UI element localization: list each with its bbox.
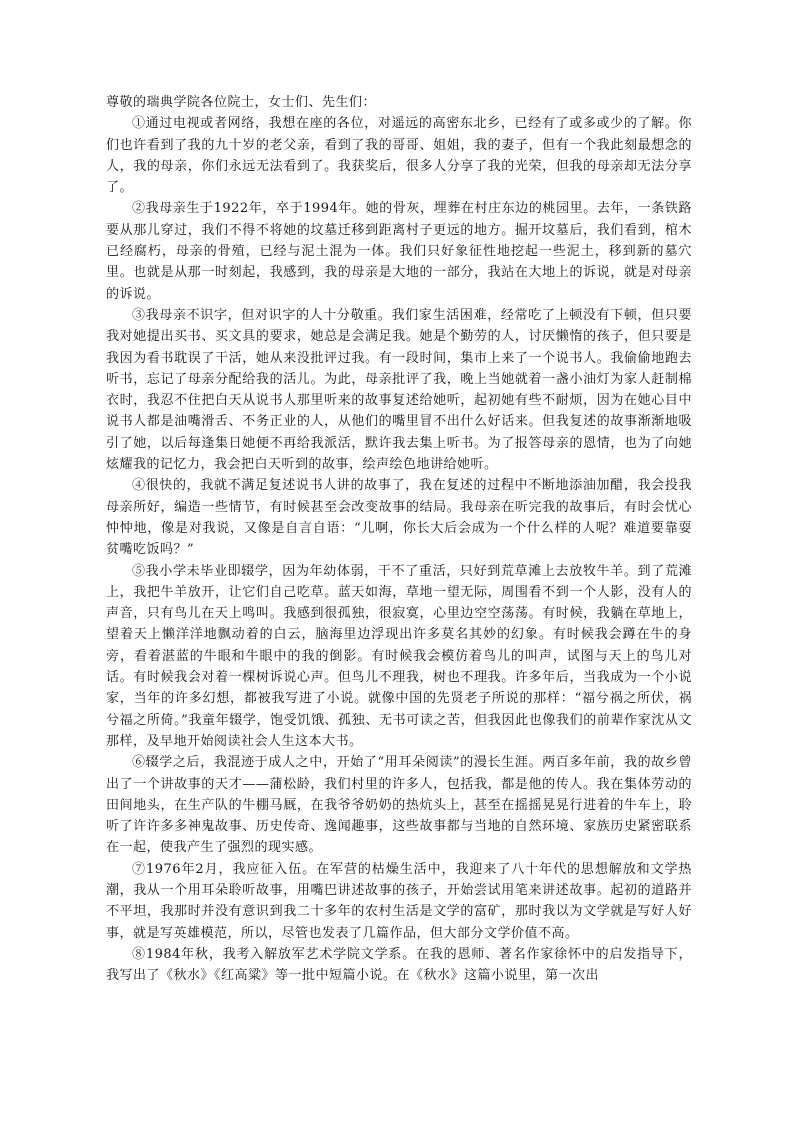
salutation: 尊敬的瑞典学院各位院士，女士们、先生们： (106, 95, 377, 110)
paragraph-7: ⑦1976年2月，我应征入伍。在军营的枯燥生活中，我迎来了八十年代的思想解放和文学热潮，我从一个用耳朵聆听故事，用嘴巴讲述故事的孩子，开始尝试用笔来讲述故事。起初的道路并不平坦，我那时并没有意识到我二十多年的农村生活是文学的富矿，那时我以为文学就是写好人好事，就是写英雄模范，所以，尽管也发表了几篇作品，但大部分文学价值不高。 (106, 861, 692, 941)
paragraph-8: ⑧1984年秋，我考入解放军艺术学院文学系。在我的恩师、著名作家徐怀中的启发指导下，我写出了《秋水》《红高粱》等一批中短篇小说。在《秋水》这篇小说里，第一次出 (106, 946, 692, 984)
paragraph-3: ③我母亲不识字，但对识字的人十分敬重。我们家生活困难，经常吃了上顿没有下顿，但只要我对她提出买书、买文具的要求，她总是会满足我。她是个勤劳的人，讨厌懒惰的孩子，但只要是我因为看书耽误了干活，她从来没批评过我。有一段时间，集市上来了一个说书人。我偷偷地跑去听书，忘记了母亲分配给我的活儿。为此，母亲批评了我，晚上当她就着一盏小油灯为家人赶制棉衣时，我忍不住把白天从说书人那里听来的故事复述给她听，起初她有些不耐烦，因为在她心目中说书人都是油嘴滑舌、不务正业的人，从他们的嘴里冒不出什么好话来。但我复述的故事渐渐地吸引了她，以后每逢集日她便不再给我派活，默许我去集上听书。为了报答母亲的恩情，也为了向她炫耀我的记忆力，我会把白天听到的故事，绘声绘色地讲给她听。 (106, 307, 692, 473)
paragraph-1: ①通过电视或者网络，我想在座的各位，对遥远的高密东北乡，已经有了或多或少的了解。你们也许看到了我的九十岁的老父亲，看到了我的哥哥、姐姐，我的妻子，但有一个我此刻最想念的人，我的母亲，你们永远无法看到了。我获奖后，很多人分享了我的光荣，但我的母亲却无法分享了。 (106, 116, 692, 196)
paragraph-6: ⑥辍学之后，我混迹于成人之中，开始了“用耳朵阅读”的漫长生涯。两百多年前，我的故乡曾出了一个讲故事的天才——蒲松龄，我们村里的许多人，包括我，都是他的传人。我在集体劳动的田间地头，在生产队的牛棚马厩，在我爷爷奶奶的热炕头上，甚至在摇摇晃晃行进着的牛车上，聆听了许许多多神鬼故事、历史传奇、逸闻趣事，这些故事都与当地的自然环境、家族历史紧密联系在一起，使我产生了强烈的现实感。 (106, 755, 692, 856)
paragraph-4: ④很快的，我就不满足复述说书人讲的故事了，我在复述的过程中不断地添油加醋，我会投我母亲所好，编造一些情节，有时候甚至会改变故事的结局。我母亲在听完我的故事后，有时会忧心忡忡地，像是对我说，又像是自言自语：“儿啊，你长大后会成为一个什么样的人呢？难道要靠耍贫嘴吃饭吗？” (106, 478, 692, 558)
paragraph-2: ②我母亲生于1922年，卒于1994年。她的骨灰，埋葬在村庄东边的桃园里。去年，一条铁路要从那儿穿过，我们不得不将她的坟墓迁移到距离村子更远的地方。掘开坟墓后，我们看到，棺木已经腐朽，母亲的骨殖，已经与泥土混为一体。我们只好象征性地挖起一些泥土，移到新的墓穴里。也就是从那一时刻起，我感到，我的母亲是大地的一部分，我站在大地上的诉说，就是对母亲的诉说。 (106, 201, 692, 302)
document-page (106, 92, 692, 986)
paragraph-5: ⑤我小学未毕业即辍学，因为年幼体弱，干不了重活，只好到荒草滩上去放牧牛羊。到了荒滩上，我把牛羊放开，让它们自己吃草。蓝天如海，草地一望无际，周围看不到一个人影，没有人的声音，只有鸟儿在天上鸣叫。我感到很孤独，很寂寞，心里边空空荡荡。有时候，我躺在草地上，望着天上懒洋洋地飘动着的白云，脑海里边浮现出许多莫名其妙的幻象。有时候我会蹲在牛的身旁，看着湛蓝的牛眼和牛眼中的我的倒影。有时候我会模仿着鸟儿的叫声，试图与天上的鸟儿对话。有时候我会对着一棵树诉说心声。但鸟儿不理我，树也不理我。许多年后，当我成为一个小说家，当年的许多幻想，都被我写进了小说。就像中国的先贤老子所说的那样：“福兮祸之所伏，祸兮福之所倚。”我童年辍学，饱受饥饿、孤独、无书可读之苦，但我因此也像我们的前辈作家沈从文那样，及早地开始阅读社会人生这本大书。 (106, 563, 692, 749)
